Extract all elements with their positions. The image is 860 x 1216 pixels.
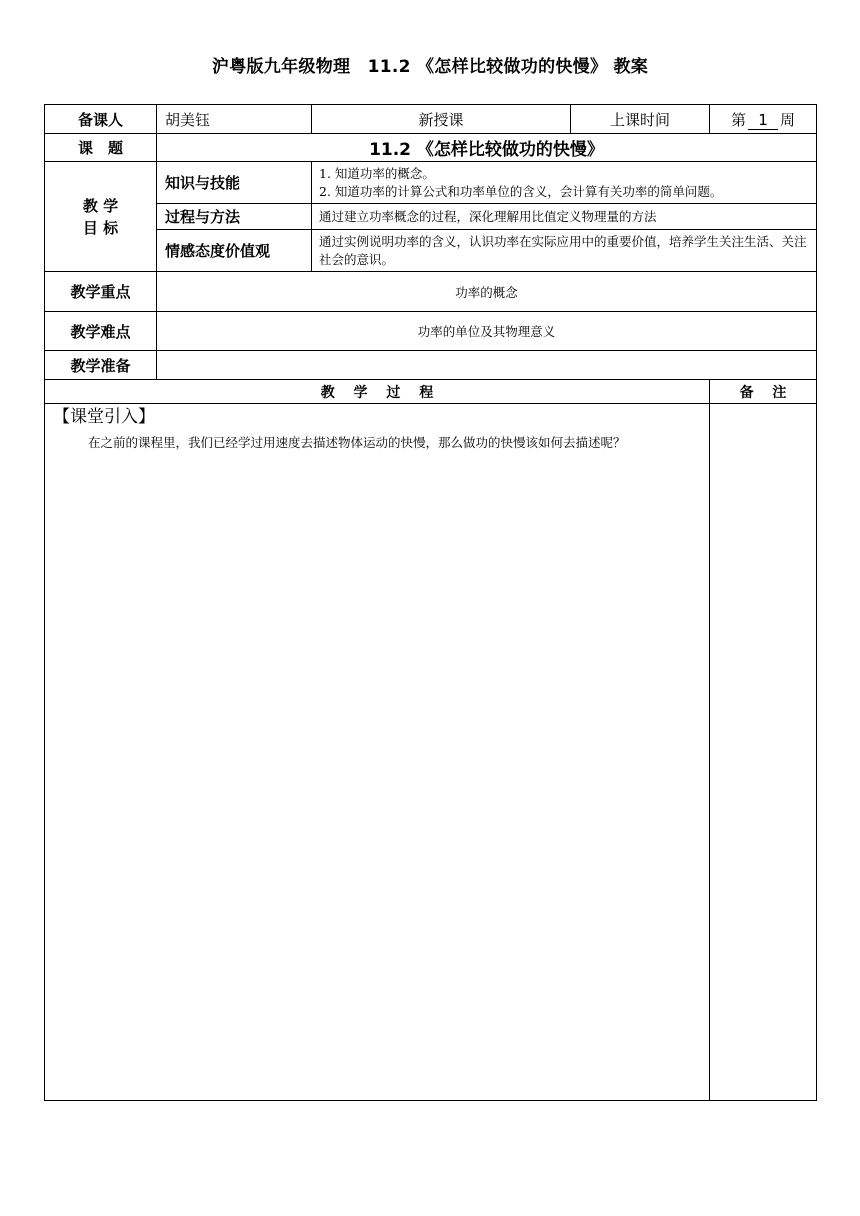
knowledge-skills-content	[312, 162, 817, 204]
knowledge-skills-label: 知识与技能	[157, 162, 312, 204]
info-row	[45, 105, 817, 134]
objective-process-row	[45, 204, 817, 230]
process-header-row	[45, 380, 817, 404]
week-cell	[710, 105, 817, 134]
objectives-label-line1: 教 学	[82, 196, 119, 215]
notes-body	[710, 404, 817, 1101]
week-number: 1	[748, 111, 778, 130]
notes-header: 备 注	[710, 380, 817, 404]
attitude-values-label: 情感态度价值观	[157, 230, 312, 272]
topic-label: 课 题	[45, 134, 157, 162]
lesson-plan-table	[44, 104, 817, 1101]
week-prefix: 第	[730, 110, 746, 129]
week-suffix: 周	[780, 110, 796, 129]
lesson-type: 新授课	[312, 105, 571, 134]
process-body-row	[45, 404, 817, 1101]
attitude-values-content: 通过实例说明功率的含义，认识功率在实际应用中的重要价值，培养学生关注生活、关注社会的意识。	[312, 230, 817, 272]
topic-value: 11.2 《怎样比较做功的快慢》	[157, 134, 817, 162]
difficulty-value: 功率的单位及其物理意义	[157, 312, 817, 351]
objectives-label-line2: 目 标	[82, 218, 119, 237]
key-point-label: 教学重点	[45, 272, 157, 312]
difficulty-row	[45, 312, 817, 351]
key-point-row	[45, 272, 817, 312]
teaching-process-header: 教 学 过 程	[45, 380, 710, 404]
section-heading: 【课堂引入】	[53, 407, 155, 427]
preparer-label: 备课人	[45, 105, 157, 134]
key-point-value: 功率的概念	[157, 272, 817, 312]
objectives-label	[45, 162, 157, 272]
intro-paragraph: 在之前的课程里，我们已经学过用速度去描述物体运动的快慢，那么做功的快慢该如何去描述呢？	[88, 435, 626, 450]
class-time-label: 上课时间	[571, 105, 710, 134]
preparation-label: 教学准备	[45, 351, 157, 380]
preparer-name: 胡美钰	[157, 105, 312, 134]
topic-row	[45, 134, 817, 162]
teaching-process-body	[45, 404, 710, 1101]
process-method-label: 过程与方法	[157, 204, 312, 230]
knowledge-item: 1. 知道功率的概念。	[319, 165, 435, 181]
difficulty-label: 教学难点	[45, 312, 157, 351]
objective-attitude-row	[45, 230, 817, 272]
preparation-row	[45, 351, 817, 380]
preparation-value	[157, 351, 817, 380]
knowledge-item: 2. 知道功率的计算公式和功率单位的含义，会计算有关功率的简单问题。	[319, 183, 723, 199]
process-method-content: 通过建立功率概念的过程，深化理解用比值定义物理量的方法	[312, 204, 817, 230]
objective-knowledge-row	[45, 162, 817, 204]
document-title: 沪粤版九年级物理 11.2 《怎样比较做功的快慢》 教案	[211, 57, 649, 77]
